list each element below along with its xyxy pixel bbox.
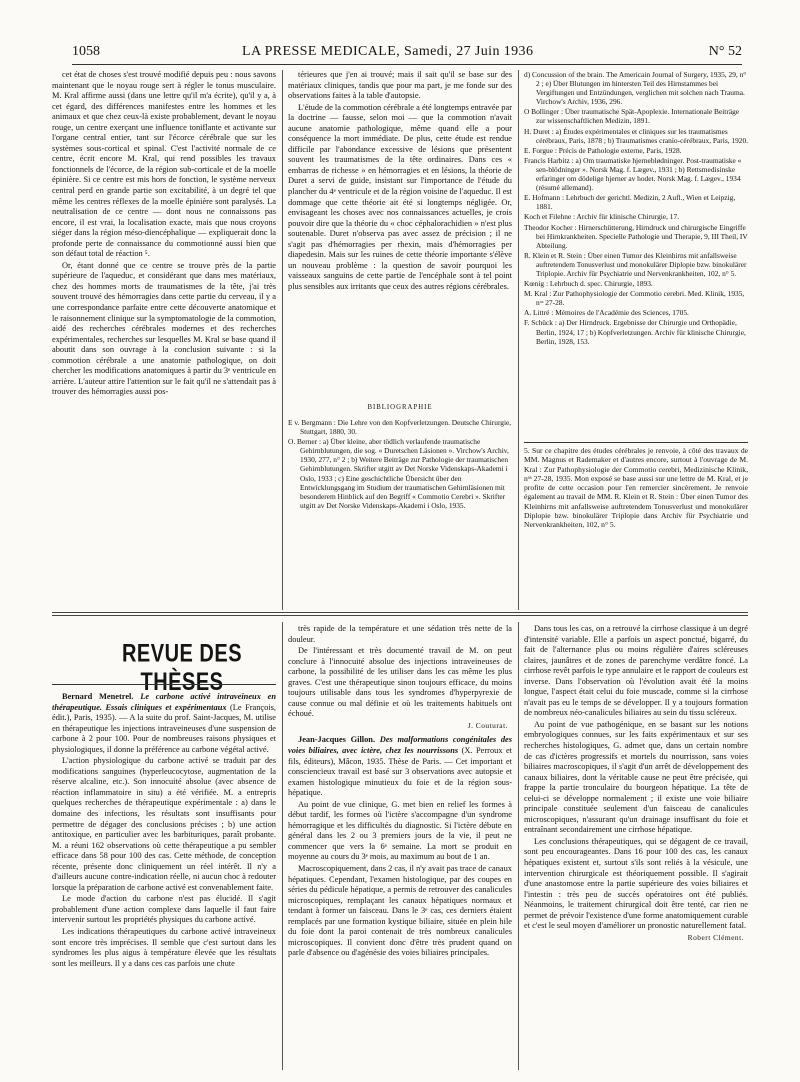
footnote: 5. Sur ce chapitre des études cérébrales je renvoie, à côté des travaux de MM. Magnus et Rademaker et d'autres encore, surtout à l'ouvrage de M. Kral : Zur Pathophysiologie der Commotio cerebri, Medizinische Klinik, nᵒˢ 27-28, 1935. Mon exposé se base aussi sur une lettre de M. Kral, et je profite de cette occasion pour l'en remercier sincèrement. Je renvoie également au travail de MM. R. Klein et R. Stein : Über einen Tumor des Kleinhirns mit anfallsweise auftretendem Tonusverlust und monokulärer Diplopie bzw. binokulärer Triplopie dans Archiv für Psychiatrie und Nervenkrankheiten, 102, n° 5. <box>524 446 748 530</box>
section-heading: REVUE DES THÈSES <box>121 640 243 697</box>
article-paragraph: térieures que j'en ai trouvé; mais il sait qu'il se base sur des matériaux cliniques, tandis que pour ma part, je me fonde sur des observations faites à la table d'autopsie. <box>288 70 512 101</box>
bibliography-entry: E. Forgue : Précis de Pathologie externe, Paris, 1928. <box>524 145 682 155</box>
bibliography-list-1 <box>288 418 512 610</box>
bibliography-entry: A. Littré : Mémoires de l'Académie des Sciences, 1705. <box>524 308 689 318</box>
column-divider <box>282 70 283 610</box>
thesis-paragraph: Au point de vue clinique, G. met bien en relief les formes à début tardif, les formes où l'ictère s'accompagne d'un syndrome hémorragique et les difficultés du diagnostic. Si l'ictère débute en général dans les 2 ou 3 premiers jours de la vie, il peut ne commencer que vers la 6ᵉ semaine. La mort se produit en moyenne au cours du 3ᵉ mois, au maximum au bout de 1 an. <box>288 799 512 862</box>
section-rule <box>52 612 748 613</box>
bibliography-entry: R. Klein et R. Stein : Über einen Tumor des Kleinhirns mit anfallsweise auftretendem Tonusverlust und monokulärer Diplopie bzw. binokulärer Triplopie. Archiv für Psychiatrie und Nervenkrankheiten, 102, n° 5. <box>524 250 747 278</box>
article-column-2 <box>288 70 512 392</box>
thesis-signature: J. Couturat. <box>467 720 508 730</box>
thesis-signature: Robert Clément. <box>687 932 744 942</box>
issue-number: N° 52 <box>708 44 742 59</box>
journal-title: LA PRESSE MEDICALE, Samedi, 27 Juin 1936 <box>242 44 534 59</box>
bibliography-entry: H. Duret : a) Études expérimentales et cliniques sur les traumatismes cérébraux, Paris, 1878 ; b) Traumatismes cranio-cérébraux, Paris, 1920. <box>524 126 748 145</box>
thesis-paragraph: très rapide de la température et une sédation très nette de la douleur. <box>288 624 512 644</box>
running-header <box>72 44 742 64</box>
article-paragraph: cet état de choses s'est trouvé modifié depuis peu : nous savons maintenant que le noyau rouge sert à régler le tonus musculaire. M. Kral affirme aussi (dans une lettre qu'il m'a écrite), qu'il y a, à cet égard, des différences manifestes entre les hommes et les animaux et que chez ceux-là existe probablement, devant le noyau rouge, un centre exerçant une influence toniflante et activante sur l'organe central entier, tant sur l'écorce cérébrale que sur les systèmes sous-cortical et spinal. C'est l'activité normale de ce centre, écrit encore M. Kral, qui rend possibles les travaux fonctionnels de l'écorce, de la région sub-corticale et de la moelle épinière. Si ce centre est mis hors de fonction, le système nerveux central perd en grande partie son excitabilité, à un degré tel que même les centres réflexes de la moelle épinière sont paralysés. La neutralisation de ce centre — dont nous ne connaissons pas encore, il est vrai, la localisation exacte, mais que nous croyons siéger dans la région méso-diencéphalique — expliquerait donc la profonde perte de connaissance du commotionné aussi bien que son défaut total de réaction ⁵. <box>52 70 276 259</box>
column-divider <box>518 622 519 1070</box>
review-column-1 <box>52 692 276 1068</box>
review-column-2 <box>288 624 512 1068</box>
thesis-title: Des malformations congénitales des voies biliaires, avec ictère, chez les nourrissons <box>288 735 512 756</box>
thesis-paragraph: (Le François, édit.), Paris, 1935). — A la suite du prof. Saint-Jacques, M. utilise en thérapeutique les injections intraveineuses d'une suspension de carbone à 2 pour 100. Pour de nombreuses raisons physiques et physiologiques, il donne la préférence au carbone végétal activé. <box>52 702 276 754</box>
header-rule <box>72 64 742 65</box>
thesis-paragraph: De l'intéressant et très documenté travail de M. on peut conclure à l'innocuité absolue des injections intraveineuses de carbone, la possibilité de les utiliser dans les cas même les plus graves. C'est une thérapeutique sinon toujours efficace, du moins toujours utilisable dans tous les syndromes d'hyperpyrexie de cause connue ou mal définie et où les traitements habituels ont échoué. <box>288 646 512 719</box>
thesis-paragraph: Les indications thérapeutiques du carbone activé intraveineux sont encore très imprécises. Il semble que c'est surtout dans les syndromes les plus aigus à température élevée que les résultats sont les meilleurs. Il y a dans ces cas parfois une chute <box>52 927 276 968</box>
bibliography-entry: Kœnig : Lehrbuch d. spec. Chirurgie, 1893. <box>524 279 653 289</box>
thesis-author: Bernard Menetrel. <box>62 692 134 701</box>
page-number: 1058 <box>72 44 100 59</box>
bibliography-entry: O. Berner : a) Über kleine, aber tödlich verlaufende traumatische Gehirnblutungen, die sog. « Duretschen Läsionen ». Virchow's Archiv, 1930, 277, n° 2 ; b) Weitere Beiträge zur Pathologie der traumatischen Gehirnblutungen. Skrifter utgitt av Det Norske Videnskaps-Akademi i Oslo, 1933 ; c) Eine geschichtliche Übersicht über den Entwicklungsgang im Studium der traumatischen Gehirnläsionen mit besonderem Hinblick auf den Begriff « Commotio Cerebri ». Skrifter utgitt av Det Norske Videnskaps-Akademi i Oslo, 1935. <box>288 437 509 510</box>
bibliography-entry: Francis Harbitz : a) Om traumatiske hjerneblødninger. Post-traumatiske « sen-blödninger ». Norsk Mag. f. Lægev., 1931 ; b) Rettsmedisinske erfaringer om dödelige hjerner av hodet. Norsk Mag. f. Lægev., 1934 (résumé allemand). <box>524 155 742 193</box>
review-column-3 <box>524 624 748 1064</box>
section-rule <box>52 615 748 616</box>
thesis-paragraph: Le mode d'action du carbone n'est pas élucidé. Il s'agit probablement d'une action complexe dans laquelle il faut faire intervenir surtout les propriétés physiques du carbone activé. <box>52 894 276 925</box>
thesis-paragraph: Macroscopiquement, dans 2 cas, il n'y avait pas trace de canaux hépatiques. Cependant, l'examen histologique, par des coupes en séries du pédicule hépatique, a permis de retrouver des canalicules microscopiques, remplaçant les canaux hépatiques normaux et tendant à former un faisceau. Dans le 3ᵉ cas, ces derniers étaient remplacés par une formation kystique biliaire, située en plein hile du foie dont la paroi contenait de très nombreux canalicules microscopiques. Il convient donc d'être très prudent quand on parle d'absence ou d'agénésie des voies biliaires principales. <box>288 864 512 958</box>
bibliography-entry: F. Schück : a) Der Hirndruck. Ergebnisse der Chirurgie und Orthopädie, Berlin, 1924, 17 ; b) Kopfverletzungen. Archiv für klinische Chirurgie, Berlin, 1928, 153. <box>524 318 746 346</box>
thesis-paragraph: Au point de vue pathogénique, en se basant sur les notions embryologiques connues, sur les faits expérimentaux et sur ses recherches histologiques, G. admet que, dans un certain nombre de cas d'ictères progressifs et mortels du nourrisson, sans voies biliaires macroscopiques, il s'agit d'un arrêt de développement des canaux biliaires, dont la véritable cause ne peut être précisée, qui frappe la partie tronculaire du bourgeon hépatique. La tête de celui-ci se développe normalement ; il existe une voie biliaire principale constituée seulement d'un faisceau de canalicules microscopiques, n'assurant qu'un drainage insuffisant du foie et entraînant secondairement une cirrhose hépatique. <box>524 719 748 835</box>
bibliography-entry: E. Hofmann : Lehrbuch der gerichtl. Medizin, 2 Aufl., Wien et Leipzig, 1881. <box>524 193 736 212</box>
thesis-paragraph: L'action physiologique du carbone activé se traduit par des modifications sanguines (hyperleucocytose, augmentation de la réserve alcaline, etc.). Son innocuité absolue (avec absence de réaction inflammatoire in situ) a été vérifiée. M. a entrepris quelques recherches de thérapeutique expérimentale : a) dans le domaine des infections, les résultats sont insuffisants pour permettre de dégager des conclusions précises ; b) une action antitoxique, en particulier avec les barbituriques, paraît probante. M. a réuni 162 observations où cette thérapeutique a pu sembler efficace dans 58 pour 100 des cas. Cette méthode, de conception récente, présente donc cliniquement un réel intérêt. Il n'y a d'ailleurs aucune contre-indication réelle, ni aucun choc à redouter lorsque la préparation de carbone activé est convenablement faite. <box>52 756 276 892</box>
heading-rule <box>52 684 276 685</box>
bibliography-entry: Theodor Kocher : Hirnerschütterung, Hirndruck und chirurgische Eingriffe bei Hirnkrankheiten. Specielle Pathologie und Therapie, 9, III Theil, IV Abteilung. <box>524 222 748 250</box>
bibliography-entry: Koch et Filehne : Archiv für klinische Chirurgie, 17. <box>524 212 680 222</box>
thesis-author: Jean-Jacques Gillon. <box>298 735 376 745</box>
bibliography-entry: d) Concussion of the brain. The Americain Journal of Surgery, 1935, 29, n° 2 ; e) Über Blutungen im hintersten Teil des Hirnstammes bei Vergiftungen und Entzündungen, verglichen mit solchen nach Trauma. Virchow's Archiv, 1936, 296. <box>524 70 747 107</box>
article-paragraph: Or, étant donné que ce centre se trouve près de la partie supérieure de l'aqueduc, et considérant que dans mes matériaux, chez des hommes morts de traumatismes de la tête, j'ai très souvent trouvé des hémorragies dans cette partie du cerveau, il y a une correspondance parfaite entre cette découverte anatomique et le raisonnement clinique sur la symptomatologie de la commotion, aidé des recherches cérébrales modernes et des recherches expérimentales, recherches sur lesquelles M. Kral se base quand il aboutit dans son ouvrage à la conclusion suivante : si la commotion cérébrale a une anatomie pathologique, on doit chercher les modifications anatomiques à partir du 3ᵉ ventricule en arrière. L'auteur attire l'attention sur le fait qu'il ne s'attendait pas à trouver des hémorragies aussi pos- <box>52 260 276 397</box>
thesis-header <box>52 692 276 755</box>
column-divider <box>282 622 283 1070</box>
bibliography-entry: M. Kral : Zur Pathophysiologie der Commotio cerebri. Med. Klinik, 1935, nᵒˢ 27-28. <box>524 289 745 308</box>
thesis-header <box>288 735 512 798</box>
thesis-paragraph: Les conclusions thérapeutiques, qui se dégagent de ce travail, sont peu encourageantes. Dans 16 pour 100 des cas, les canaux hépatiques existent et, surtout s'ils sont reliés à la vésicule, une intervention chirurgicale est théoriquement possible. Il s'agirait d'une anastomose entre la partie supérieure des voies biliaires et l'intestin : très peu de succès opératoires ont été publiés. Néanmoins, le traitement chirurgical doit être tenté, car rien ne permet de prévoir l'existence d'une forme anatomiquement curable et c'est le seul moyen d'améliorer un pronostic naturellement fatal. <box>524 836 748 931</box>
article-paragraph: L'étude de la commotion cérébrale a été longtemps entravée par la doctrine — fausse, selon moi — que la commotion n'avait aucune anatomie pathologique, même quand elle a pour conséquence la mort immédiate. De plus, cette étude est rendue difficile par l'abondance excessive de lésions que présentent souvent les traumatismes de la tête ordinaires. Dans ces « embarras de richesse » en hémorragies et en lésions, la théorie de Duret a servi de guide, insistant sur l'importance de l'étude du plancher du 4ᵉ ventricule et de la région voisine de l'aqueduc. Il est dommage que cette théorie ait été si longtemps négligée. Or, envisageant les choses avec nos connaissances actuelles, je crois pouvoir dire que la théorie du « choc céphalorachidien » n'est plus soutenable. Duret n'observa pas avec assez de précision ; il ne s'agit pas d'hémorragies per rhexin, mais d'hémorragies per diapedesin. Mais sur les ruines de cette théorie importante s'élève un nouveau problème : la question de savoir pourquoi les vaisseaux sanguins de cette partie de l'encéphale sont à tel point plus sensibles aux irritants que ceux des autres régions cérébrales. <box>288 102 512 291</box>
thesis-paragraph: (X. Perroux et fils, éditeurs), Mâcon, 1935. Thèse de Paris. — Cet important et consciencieux travail est basé sur 3 observations avec autopsie et examen histologique minutieux du foie et de la région sous-hépatique. <box>288 746 512 798</box>
bibliography-title: BIBLIOGRAPHIE <box>367 404 433 411</box>
footnote-rule <box>524 442 748 443</box>
thesis-title: Le carbone activé intraveineux en thérapeutique. Essais cliniques et expérimentaux <box>52 692 276 712</box>
thesis-paragraph: Dans tous les cas, on a retrouvé la cirrhose classique à un degré d'intensité variable. Elle a parfois un aspect ponctué, bigarré, du fait de l'alternance plus ou moins régulière d'aires scléreuses claires, jaunâtres et de zones de parenchyme verdâtre foncé. La cirrhose revêt parfois le type annulaire et le rapport de couleurs est inverse. Dans l'observation où l'évolution avait été la moins longue, l'aspect était celui du foie muscade, comme si la cirrhose n'avait pas eu le temps de se développer. Il y a toujours formation de nombreux néo-canalicules biliaires au sein du tissu scléreux. <box>524 624 748 718</box>
column-divider <box>518 70 519 610</box>
bibliography-list-2 <box>524 70 748 438</box>
bibliography-entry: E v. Bergmann : Die Lehre von den Kopfverletzungen. Deutsche Chirurgie, Stuttgart, 1880, 30. <box>288 418 512 437</box>
bibliography-entry: O Bollinger : Über traumatische Spät-Apoplexie. Internationale Beiträge zur wissenschaftlichen Medizin, 1891. <box>524 107 740 126</box>
article-column-1 <box>52 70 276 608</box>
